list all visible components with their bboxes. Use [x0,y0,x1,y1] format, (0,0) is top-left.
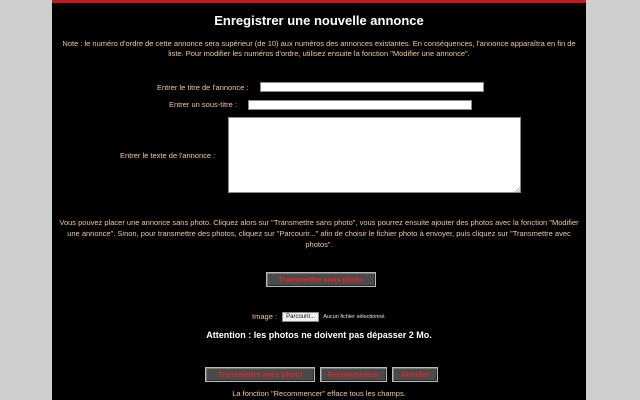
image-label: Image : [252,312,278,321]
text-field-label: Entrer le texte de l'annonce : [120,151,216,160]
text-area[interactable] [228,117,521,193]
cancel-button[interactable]: Annuler [392,367,438,382]
title-input[interactable] [260,82,484,92]
order-note: Note : le numéro d'ordre de cette annonce sera supérieur (de 10) aux numéros des annonces existantes. En conséquences, l'annonce apparaîtra en fin de liste. Pour modifier les numéros d'ordre, utilisez ensuite la fonction "Modifier une annonce". [62,39,576,58]
size-warning: Attention : les photos ne doivent pas dépasser 2 Mo. [206,330,432,340]
browse-button[interactable]: Parcourir... [282,312,319,322]
no-file-label: Aucun fichier sélectionné. [323,313,386,320]
send-with-photo-button[interactable]: Transmettre avec photo [205,367,315,382]
subtitle-field-label: Entrer un sous-titre : [169,100,237,109]
resize-grip-icon[interactable] [515,187,520,192]
image-upload-row [52,311,586,323]
send-without-photo-button[interactable]: Transmettre sans photo [266,272,376,287]
title-field-label: Entrer le titre de l'annonce : [157,83,249,92]
reset-button[interactable]: Recommencer [320,367,387,382]
page-title: Enregistrer une nouvelle annonce [214,13,424,28]
photo-info-text: Vous pouvez placer une annonce sans photo. Cliquez alors sur "Transmettre sans photo", vous pourrez ensuite ajouter des photos avec la fonction "Modifier une annonce". Sinon, pour transmettre des photos, cliquez sur "Parcourir..." afin de choisir le fichier photo à envoyer, puis cliquez sur "Transmettre avec photos". [59,218,579,249]
text-area-wrapper [228,117,521,193]
subtitle-input[interactable] [248,100,472,110]
form-panel [52,0,586,400]
reset-note: La fonction "Recommencer" efface tous les champs. [232,389,406,398]
